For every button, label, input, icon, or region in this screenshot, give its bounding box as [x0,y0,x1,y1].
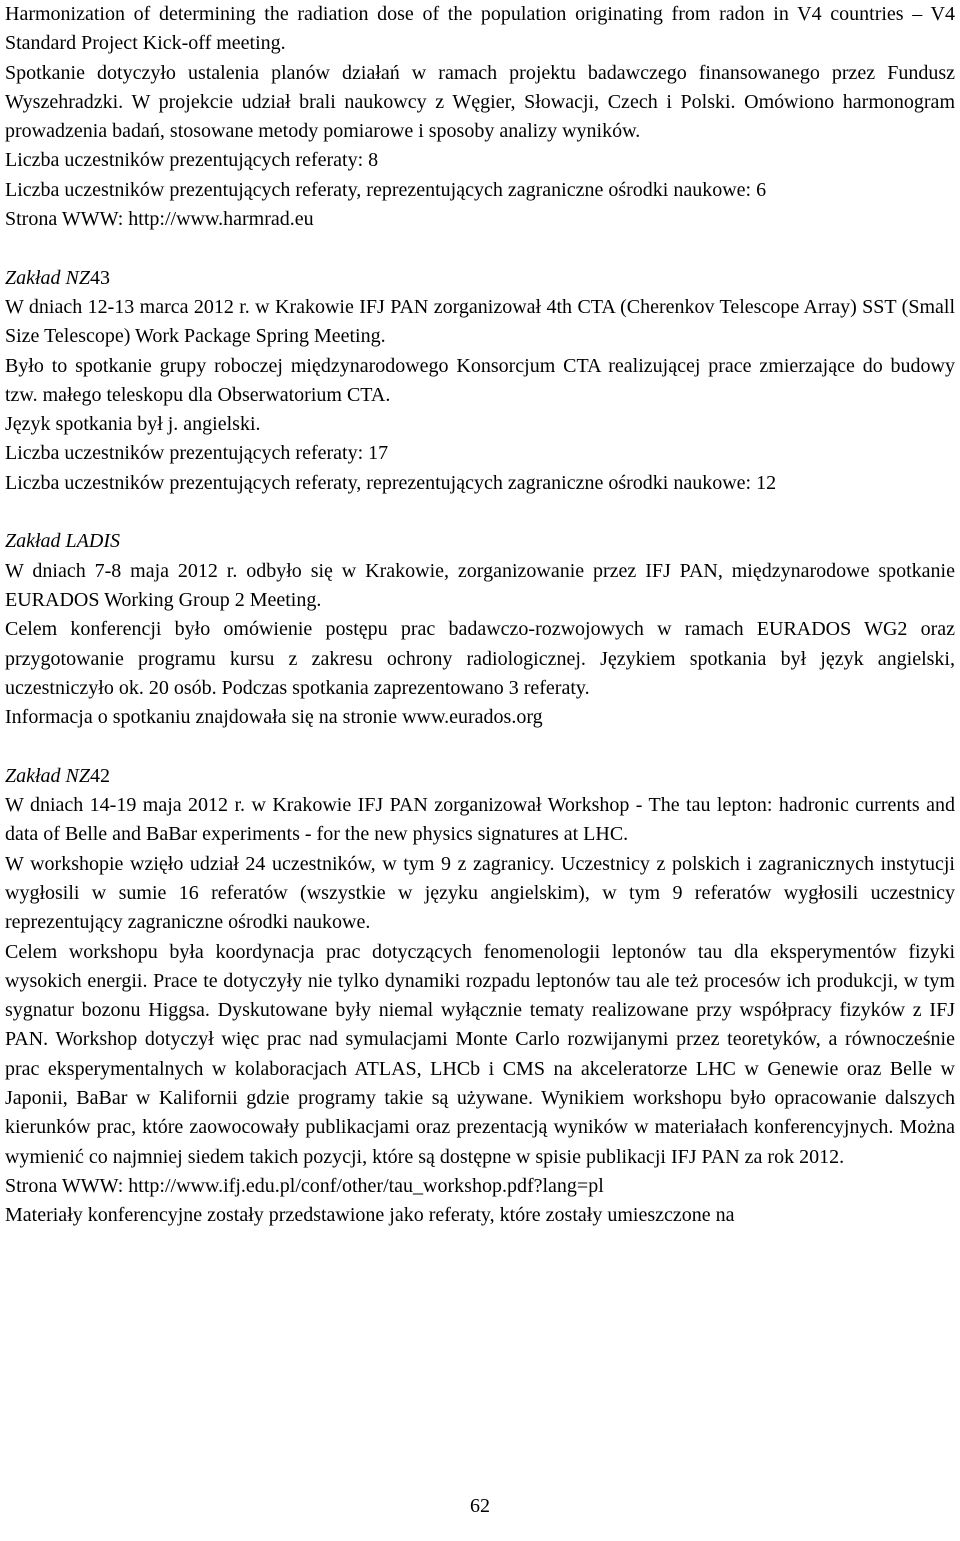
heading-prefix: Zakład NZ [5,764,91,787]
cta-meeting-summary: W dniach 12-13 marca 2012 r. w Krakowie IFJ PAN zorganizował 4th CTA (Cherenkov Telescope Array) SST (Small Size Telescope) Work Package Spring Meeting. [5,295,955,348]
section-spacer [5,234,955,263]
eurados-meeting-summary: W dniach 7-8 maja 2012 r. odbyło się w Krakowie, zorganizowanie przez IFJ PAN, międzynarodowe spotkanie EURADOS Working Group 2 Meeting. [5,559,955,611]
section-spacer [5,732,955,761]
heading-number: 43 [90,266,111,289]
eurados-website-info: Informacja o spotkaniu znajdowała się na stronie www.eurados.org [5,706,543,729]
tau-workshop-participants: W workshopie wzięło udział 24 uczestników, w tym 9 z zagranicy. Uczestnicy z polskich i zagranicznych instytucji wygłosili w sumie 16 referatów (wszystkie w języku angielskim), w tym 9 referatów wygłosili uczestnicy reprezentujący zagraniczne ośrodki naukowe. [5,852,955,934]
radon-speakers-count: Liczba uczestników prezentujących referaty: 8 [5,149,379,172]
document-body [5,0,955,1230]
cta-meeting-description: Było to spotkanie grupy roboczej międzynarodowego Konsorcjum CTA realizującej prace zmierzające do budowy tzw. małego teleskopu dla Obserwatorium CTA. [5,354,955,406]
heading-prefix: Zakład NZ [5,266,91,289]
tau-workshop-description: Celem workshopu była koordynacja prac dotyczących fenomenologii leptonów tau dla eksperymentów fizyki wysokich energii. Prace te dotyczyły nie tylko dynamiki rozpadu leptonów tau ale też procesów ich produkcji, w tym sygnatur bozonu Higgsa. Dyskutowane były niemal wyłącznie tematy realizowane przy współpracy fizyków z IFJ PAN. Workshop dotyczył więc prac nad symulacjami Monte Carlo rozwijanymi przez teoretyków, a równocześnie prac eksperymentalnych w kolaboracjach ATLAS, LHCb i CMS na akceleratorze LHC w Genewie oraz Belle w Japonii, BaBar w Kalifornii gdzie programy takie są używane. Wynikiem workshopu było opracowanie dalszych kierunków prac, które zaowocowały publikacjami oraz prezentacją wyników w materiałach konferencyjnych. Można wymienić co najmniej siedem takich pozycji, które są dostępne w spisie publikacji IFJ PAN za rok 2012. [5,940,955,1168]
section-spacer [5,498,955,527]
heading-number: 42 [90,764,111,787]
tau-workshop-materials: Materiały konferencyjne zostały przedstawione jako referaty, które zostały umieszczone na [5,1204,735,1227]
page-number: 62 [470,1495,490,1517]
radon-website: Strona WWW: http://www.harmrad.eu [5,208,314,231]
cta-meeting-language: Język spotkania był j. angielski. [5,413,261,436]
cta-foreign-speakers-count: Liczba uczestników prezentujących referaty, reprezentujących zagraniczne ośrodki naukowe: 12 [5,471,777,494]
tau-workshop-summary: W dniach 14-19 maja 2012 r. w Krakowie IFJ PAN zorganizował Workshop - The tau lepton: hadronic currents and data of Belle and BaBar experiments - for the new physics signatures at LHC. [5,794,955,846]
radon-meeting-description: Spotkanie dotyczyło ustalenia planów działań w ramach projektu badawczego finansowanego przez Fundusz Wyszehradzki. W projekcie udział brali naukowcy z Węgier, Słowacji, Czech i Polski. Omówiono harmonogram prowadzenia badań, stosowane metody pomiarowe i sposoby analizy wyników. [5,61,955,143]
radon-foreign-speakers-count: Liczba uczestników prezentujących referaty, reprezentujących zagraniczne ośrodki naukowe: 6 [5,178,767,201]
eurados-meeting-description: Celem konferencji było omówienie postępu prac badawczo-rozwojowych w ramach EURADOS WG2 oraz przygotowanie programu kursu z zakresu ochrony radiologicznej. Językiem spotkania był język angielski, uczestniczyło ok. 20 osób. Podczas spotkania zaprezentowano 3 referaty. [5,618,955,699]
section-heading-nz43 [5,264,955,293]
cta-speakers-count: Liczba uczestników prezentujących referaty: 17 [5,442,389,465]
tau-workshop-website: Strona WWW: http://www.ifj.edu.pl/conf/other/tau_workshop.pdf?lang=pl [5,1174,604,1197]
section-heading-nz42 [5,762,955,791]
radon-meeting-title: Harmonization of determining the radiation dose of the population originating from radon in V4 countries – V4 Standard Project Kick-off meeting. [5,3,955,55]
section-heading-ladis: Zakład LADIS [5,530,120,553]
